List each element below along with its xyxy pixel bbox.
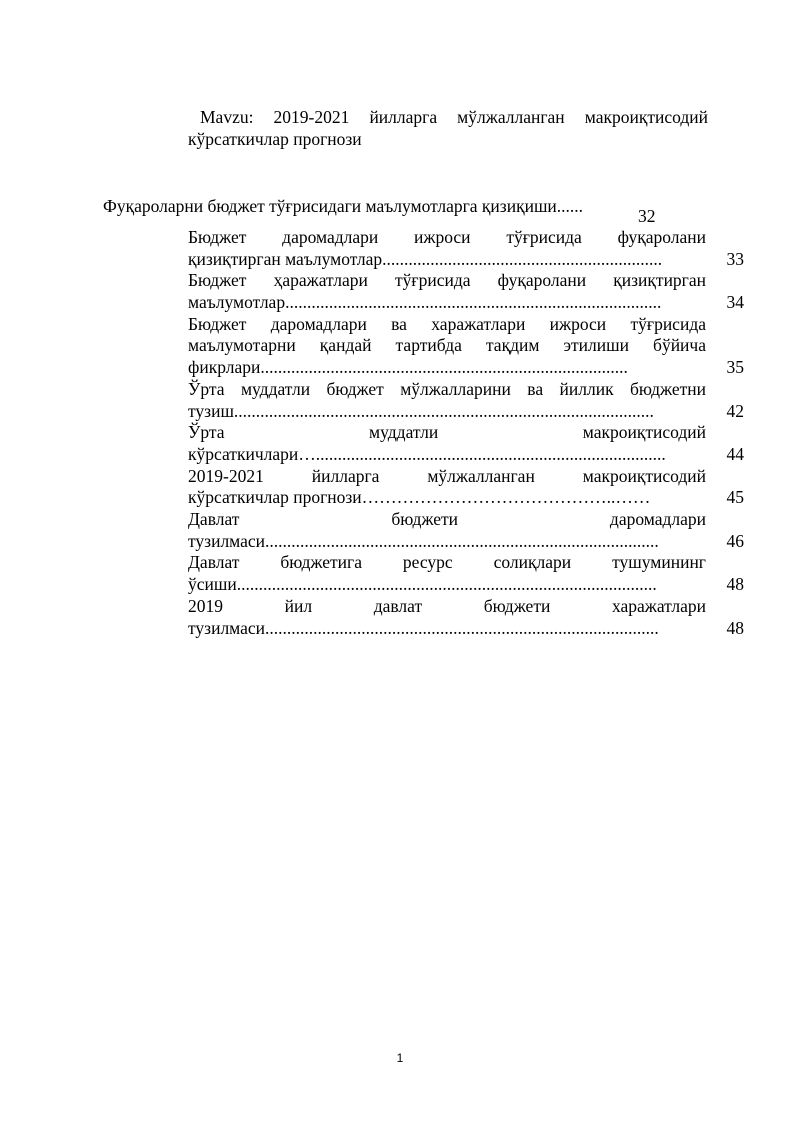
toc-entry-page-number: 33 [726, 248, 744, 269]
toc-entry-text [188, 227, 706, 270]
toc-entry[interactable] [188, 379, 744, 422]
toc-entry-line: кўрсаткичлари…................................................................................ [188, 443, 666, 464]
toc-entry-text [188, 466, 706, 509]
toc-entry-page-number: 35 [726, 357, 744, 378]
toc-entry-line: Бюджет даромадлари ижроси тўғрисида фуқаролани [188, 227, 706, 247]
toc-entry-page-number: 48 [726, 617, 744, 638]
toc-entry-line: тузилмаси.......................................................................................... [188, 530, 659, 551]
toc-entry[interactable] [188, 466, 744, 509]
toc-entry-text [188, 552, 706, 595]
toc-entry-line: фикрлари.................................................................................... [188, 357, 628, 378]
table-of-contents [188, 227, 744, 639]
page-title: Mavzu: 2019-2021 йилларга мўлжалланган макроиқтисодий кўрсаткичлар прогнози [188, 107, 708, 149]
toc-entry-line: тузилмаси.......................................................................................... [188, 617, 659, 638]
toc-entry-text [188, 270, 706, 313]
toc-entry-line: қизиқтирган маълумотлар................................................................ [188, 248, 663, 269]
toc-entry[interactable] [188, 422, 744, 465]
toc-entry-line: Давлат бюджетига ресурс солиқлари тушумининг [188, 552, 706, 573]
toc-heading-page-number: 32 [638, 206, 656, 226]
toc-entry-line: маълумотарни қандай тартибда тақдим этилиши бўйича [188, 335, 706, 356]
toc-entry-page-number: 42 [726, 400, 744, 421]
toc-entry[interactable] [188, 596, 744, 639]
toc-entry-text [188, 596, 706, 639]
toc-entry[interactable] [188, 270, 744, 313]
toc-entry[interactable] [188, 227, 744, 270]
toc-entry-page-number: 46 [726, 530, 744, 551]
footer-page-number: 1 [396, 1051, 404, 1065]
toc-entry[interactable] [188, 314, 744, 379]
toc-heading[interactable]: Фуқароларни бюджет тўғрисидаги маълумотларга қизиқиши...... [103, 196, 584, 216]
toc-entry-text [188, 422, 706, 465]
toc-entry[interactable] [188, 509, 744, 552]
toc-entry-line: Давлат бюджети даромадлари [188, 509, 706, 530]
toc-entry-line: тузиш................................................................................................ [188, 400, 654, 421]
toc-entry-line: Ўрта муддатли макроиқтисодий [188, 422, 706, 443]
toc-entry-page-number: 44 [726, 443, 744, 464]
toc-entry-page-number: 34 [726, 292, 744, 313]
toc-entry-text [188, 379, 706, 422]
toc-entry-page-number: 48 [726, 574, 744, 595]
toc-entry-line: маълумотлар...................................................................................... [188, 292, 662, 313]
toc-entry-text [188, 314, 706, 379]
toc-entry-line: Бюджет ҳаражатлари тўғрисида фуқаролани қизиқтирган [188, 270, 706, 291]
toc-entry-line: 2019 йил давлат бюджети харажатлари [188, 595, 706, 616]
toc-entry-line: Бюджет даромадлари ва харажатлари ижроси тўғрисида [188, 313, 706, 334]
toc-entry-page-number: 45 [726, 487, 744, 508]
toc-entry-line: ўсиши................................................................................................ [188, 574, 657, 595]
toc-entry-line: кўрсаткичлар прогнози……………………………………..…… [188, 487, 651, 508]
toc-entry-line: Ўрта муддатли бюджет мўлжалларини ва йиллик бюджетни [188, 378, 706, 399]
toc-entry-line: 2019-2021 йилларга мўлжалланган макроиқтисодий [188, 465, 706, 486]
toc-entry[interactable] [188, 552, 744, 595]
toc-entry-text [188, 509, 706, 552]
